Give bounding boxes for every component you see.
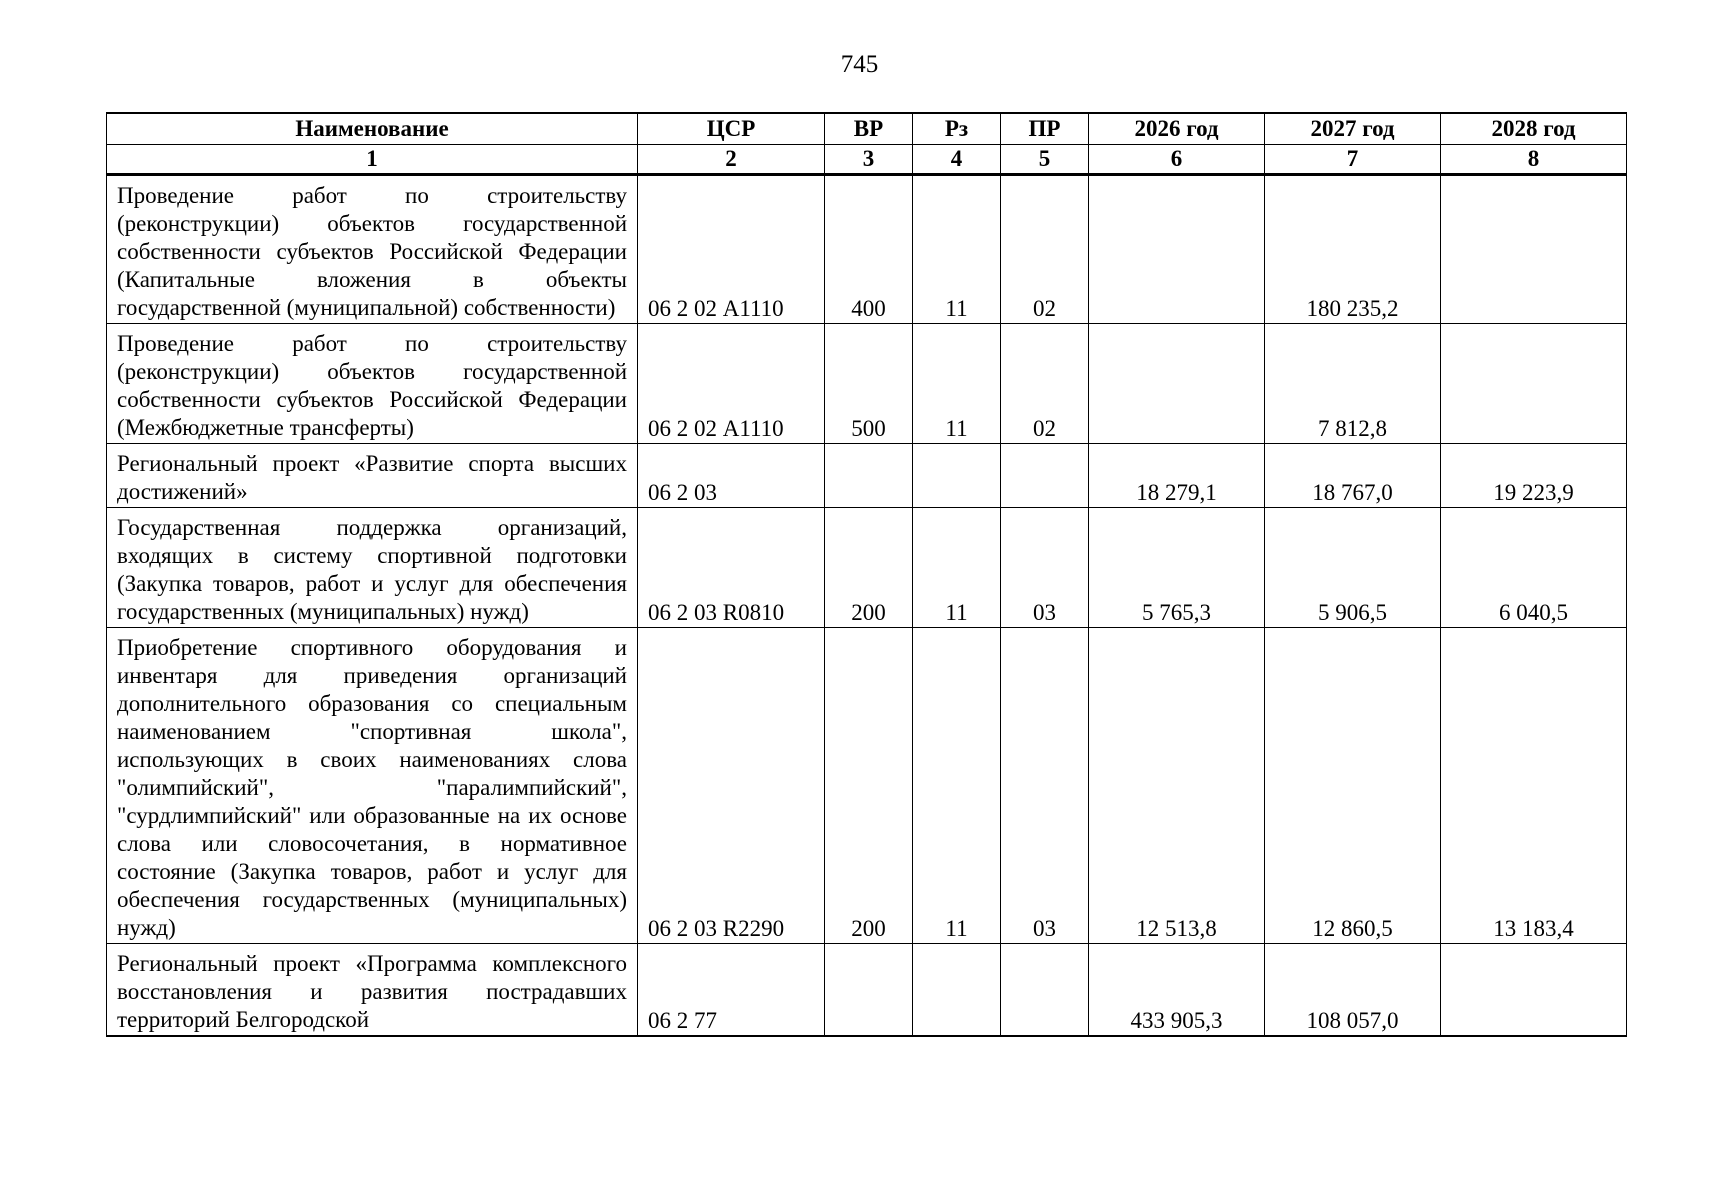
row-vr: 400 <box>825 175 913 324</box>
row-name: Приобретение спортивного оборудования и инвентаря для приведения организаций дополнительного образования со специальным наименованием "спортивная школа", использующих в своих наименованиях слова "олимпийский", "паралимпийский", "сурдлимпийский" или образованные на их основе слова или словосочетания, в нормативное состояние (Закупка товаров, работ и услуг для обеспечения государственных (муниципальных) нужд) <box>107 628 638 944</box>
row-2028: 19 223,9 <box>1441 444 1627 508</box>
header-row <box>107 113 1627 145</box>
row-2027: 7 812,8 <box>1265 324 1441 444</box>
column-number: 8 <box>1441 145 1627 175</box>
row-rz: 11 <box>913 508 1001 628</box>
row-name: Государственная поддержка организаций, входящих в систему спортивной подготовки (Закупка товаров, работ и услуг для обеспечения государственных (муниципальных) нужд) <box>107 508 638 628</box>
row-2028 <box>1441 175 1627 324</box>
header-2027: 2027 год <box>1265 113 1441 145</box>
row-rz: 11 <box>913 628 1001 944</box>
budget-table <box>106 112 1627 1037</box>
row-2028: 13 183,4 <box>1441 628 1627 944</box>
row-2027: 180 235,2 <box>1265 175 1441 324</box>
header-csr: ЦСР <box>638 113 825 145</box>
row-2026: 433 905,3 <box>1089 944 1265 1037</box>
row-pr: 02 <box>1001 175 1089 324</box>
row-vr <box>825 444 913 508</box>
column-number: 7 <box>1265 145 1441 175</box>
column-number: 2 <box>638 145 825 175</box>
table-row <box>107 508 1627 628</box>
column-number: 6 <box>1089 145 1265 175</box>
column-number: 5 <box>1001 145 1089 175</box>
row-name: Проведение работ по строительству (реконструкции) объектов государственной собственности субъектов Российской Федерации (Капитальные вложения в объекты государственной (муниципальной) собственности) <box>107 175 638 324</box>
row-csr: 06 2 02 А1110 <box>638 175 825 324</box>
table-row <box>107 628 1627 944</box>
row-2027: 18 767,0 <box>1265 444 1441 508</box>
row-2026: 18 279,1 <box>1089 444 1265 508</box>
header-rz: Рз <box>913 113 1001 145</box>
row-rz <box>913 444 1001 508</box>
row-2026 <box>1089 324 1265 444</box>
column-number: 4 <box>913 145 1001 175</box>
row-rz: 11 <box>913 324 1001 444</box>
row-2026: 12 513,8 <box>1089 628 1265 944</box>
row-pr: 03 <box>1001 628 1089 944</box>
row-2028 <box>1441 944 1627 1037</box>
row-2027: 5 906,5 <box>1265 508 1441 628</box>
row-rz <box>913 944 1001 1037</box>
row-pr: 03 <box>1001 508 1089 628</box>
row-vr <box>825 944 913 1037</box>
row-csr: 06 2 77 <box>638 944 825 1037</box>
row-2026 <box>1089 175 1265 324</box>
row-csr: 06 2 03 R0810 <box>638 508 825 628</box>
row-pr: 02 <box>1001 324 1089 444</box>
row-2028: 6 040,5 <box>1441 508 1627 628</box>
header-vr: ВР <box>825 113 913 145</box>
table-row <box>107 324 1627 444</box>
column-number-row <box>107 145 1627 175</box>
row-name: Региональный проект «Развитие спорта высших достижений» <box>107 444 638 508</box>
table-row <box>107 175 1627 324</box>
row-csr: 06 2 03 R2290 <box>638 628 825 944</box>
row-csr: 06 2 03 <box>638 444 825 508</box>
header-name: Наименование <box>107 113 638 145</box>
row-2027: 12 860,5 <box>1265 628 1441 944</box>
column-number: 3 <box>825 145 913 175</box>
row-pr <box>1001 444 1089 508</box>
row-2028 <box>1441 324 1627 444</box>
row-vr: 500 <box>825 324 913 444</box>
row-pr <box>1001 944 1089 1037</box>
page-number: 745 <box>840 51 879 78</box>
column-number: 1 <box>107 145 638 175</box>
row-rz: 11 <box>913 175 1001 324</box>
table-row <box>107 444 1627 508</box>
header-pr: ПР <box>1001 113 1089 145</box>
row-name: Региональный проект «Программа комплексного восстановления и развития пострадавших территорий Белгородской <box>107 944 638 1037</box>
row-vr: 200 <box>825 628 913 944</box>
row-vr: 200 <box>825 508 913 628</box>
header-2026: 2026 год <box>1089 113 1265 145</box>
row-name: Проведение работ по строительству (реконструкции) объектов государственной собственности субъектов Российской Федерации (Межбюджетные трансферты) <box>107 324 638 444</box>
row-2026: 5 765,3 <box>1089 508 1265 628</box>
table-row <box>107 944 1627 1037</box>
header-2028: 2028 год <box>1441 113 1627 145</box>
row-csr: 06 2 02 А1110 <box>638 324 825 444</box>
row-2027: 108 057,0 <box>1265 944 1441 1037</box>
